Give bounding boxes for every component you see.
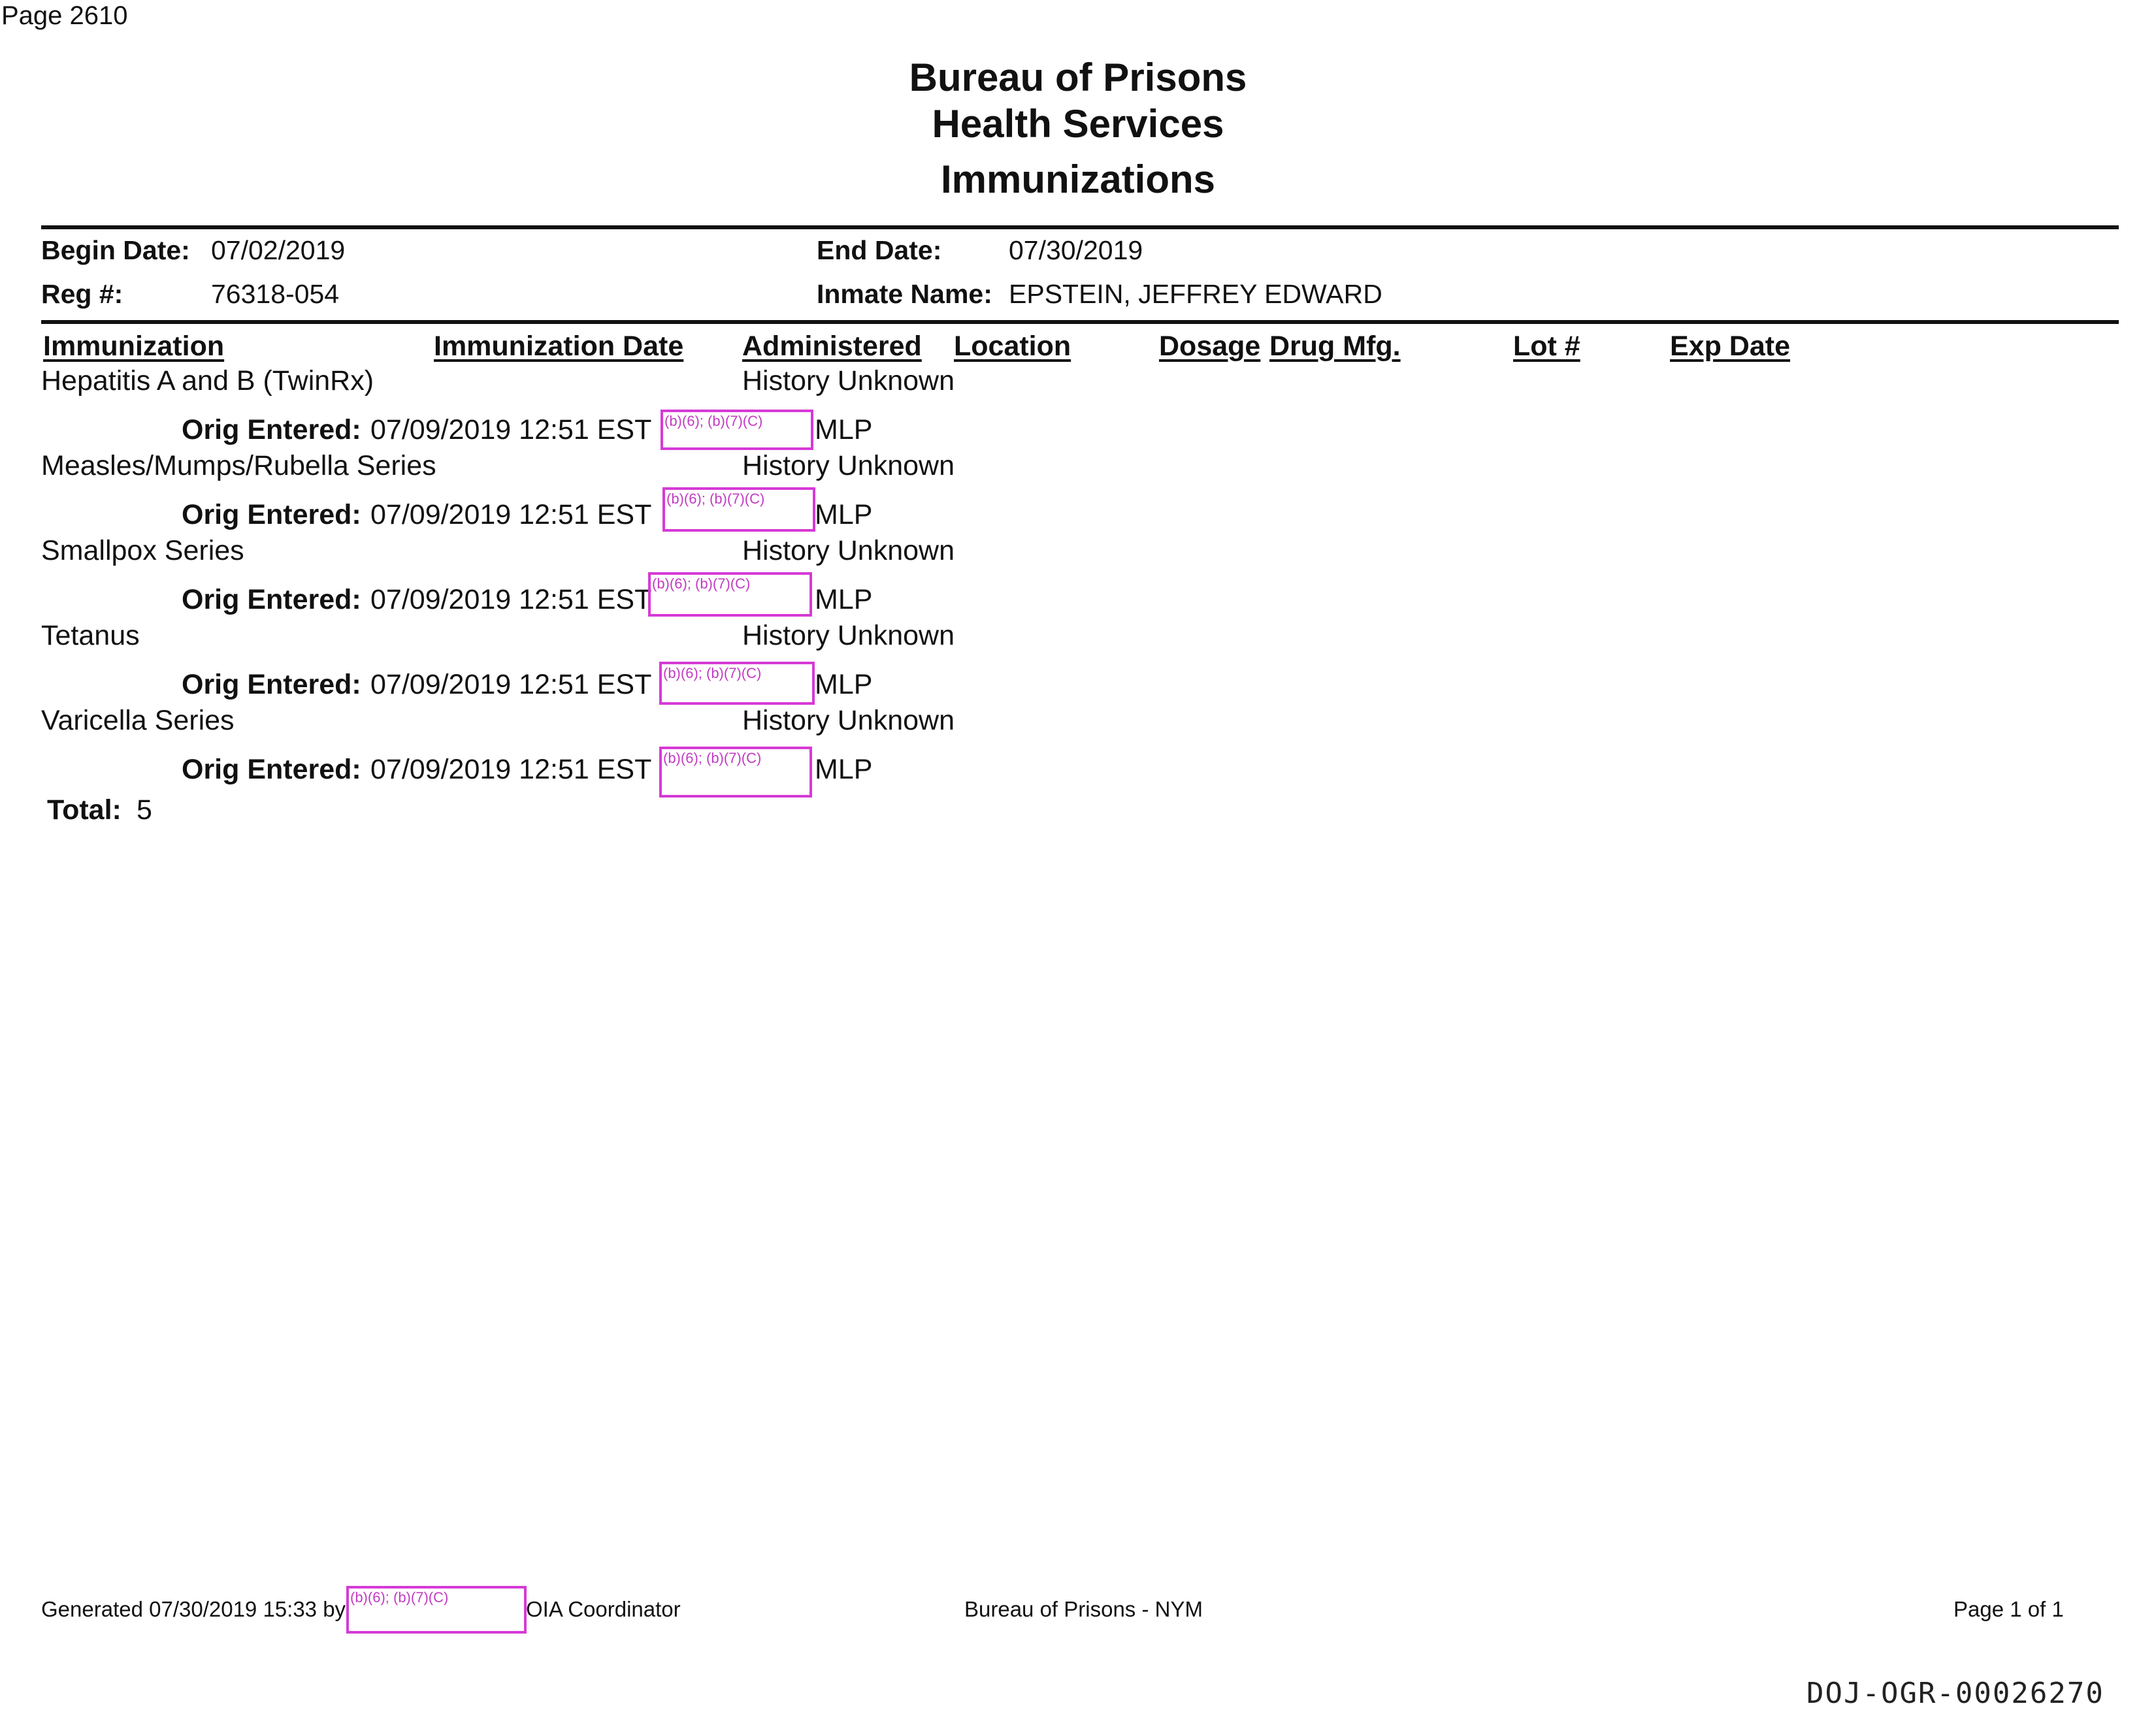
orig-entered-label: Orig Entered:: [182, 754, 361, 785]
entered-by-role: MLP: [815, 499, 873, 530]
redaction-box: (b)(6); (b)(7)(C): [659, 662, 815, 705]
footer-facility: Bureau of Prisons - NYM: [964, 1597, 1203, 1621]
col-exp-date: Exp Date: [1670, 331, 1791, 362]
administered-value: History Unknown: [742, 365, 955, 396]
redaction-box: (b)(6); (b)(7)(C): [659, 747, 812, 798]
header-rule: [41, 225, 2119, 229]
col-lot-number: Lot #: [1513, 331, 1580, 362]
administered-value: History Unknown: [742, 535, 955, 566]
end-date-label: End Date:: [817, 235, 942, 265]
col-location: Location: [954, 331, 1071, 362]
report-title: Immunizations: [940, 157, 1216, 201]
orig-entered-label: Orig Entered:: [182, 414, 361, 445]
header-division: Health Services: [932, 102, 1224, 146]
redaction-box: (b)(6); (b)(7)(C): [662, 487, 815, 532]
inmate-name-value: EPSTEIN, JEFFREY EDWARD: [1009, 279, 1382, 309]
entered-by-role: MLP: [815, 414, 873, 445]
col-drug-mfg: Drug Mfg.: [1269, 331, 1401, 362]
end-date-value: 07/30/2019: [1009, 235, 1143, 265]
orig-entered-date: 07/09/2019 12:51 EST: [370, 584, 652, 615]
administered-value: History Unknown: [742, 450, 955, 481]
footer-generated: Generated 07/30/2019 15:33 by: [41, 1597, 346, 1621]
col-administered: Administered: [742, 331, 922, 362]
reg-number-value: 76318-054: [211, 279, 340, 309]
total-value: 5: [137, 794, 152, 826]
total-label: Total:: [47, 794, 122, 826]
col-dosage: Dosage: [1159, 331, 1261, 362]
administered-value: History Unknown: [742, 705, 955, 736]
redaction-box: (b)(6); (b)(7)(C): [648, 572, 812, 617]
orig-entered-label: Orig Entered:: [182, 669, 361, 700]
immunization-name: Measles/Mumps/Rubella Series: [41, 450, 436, 481]
begin-date-label: Begin Date:: [41, 235, 190, 265]
administered-value: History Unknown: [742, 620, 955, 651]
entered-by-role: MLP: [815, 584, 873, 615]
bates-stamp: DOJ-OGR-00026270: [1806, 1677, 2104, 1710]
immunization-name: Tetanus: [41, 620, 140, 651]
footer-role: OIA Coordinator: [526, 1597, 681, 1621]
immunization-name: Varicella Series: [41, 705, 235, 736]
orig-entered-date: 07/09/2019 12:51 EST: [370, 414, 652, 445]
entered-by-role: MLP: [815, 669, 873, 700]
entered-by-role: MLP: [815, 754, 873, 785]
inmate-name-label: Inmate Name:: [817, 279, 992, 309]
orig-entered-date: 07/09/2019 12:51 EST: [370, 669, 652, 700]
header-agency: Bureau of Prisons: [909, 56, 1247, 99]
footer-redaction-box: (b)(6); (b)(7)(C): [346, 1586, 527, 1634]
orig-entered-label: Orig Entered:: [182, 499, 361, 530]
immunization-name: Smallpox Series: [41, 535, 244, 566]
reg-number-label: Reg #:: [41, 279, 123, 309]
page-number-label: Page 2610: [1, 1, 128, 30]
footer-page-count: Page 1 of 1: [1953, 1597, 2064, 1621]
orig-entered-label: Orig Entered:: [182, 584, 361, 615]
col-immunization-date: Immunization Date: [434, 331, 684, 362]
orig-entered-date: 07/09/2019 12:51 EST: [370, 499, 652, 530]
immunization-name: Hepatitis A and B (TwinRx): [41, 365, 374, 396]
col-immunization: Immunization: [43, 331, 225, 362]
begin-date-value: 07/02/2019: [211, 235, 346, 265]
orig-entered-date: 07/09/2019 12:51 EST: [370, 754, 652, 785]
redaction-box: (b)(6); (b)(7)(C): [661, 410, 813, 450]
info-rule: [41, 320, 2119, 324]
